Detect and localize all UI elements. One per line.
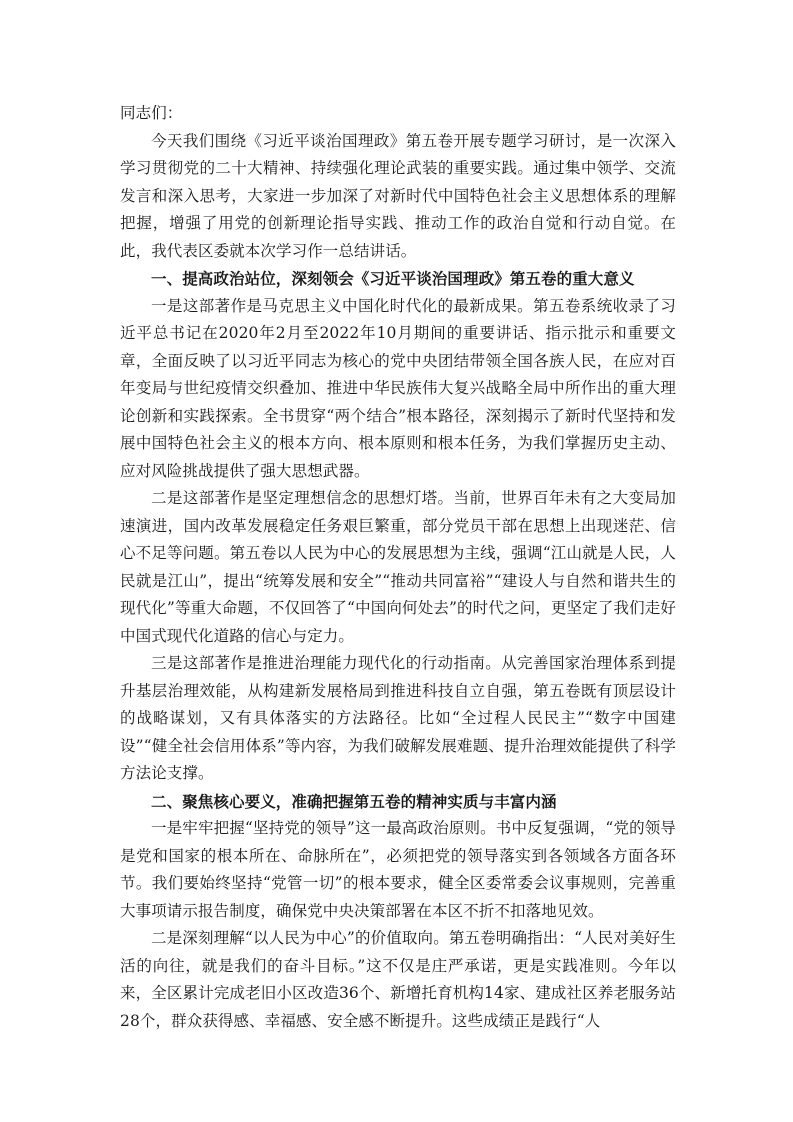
section1-paragraph-3: 三是这部著作是推进治理能力现代化的行动指南。从完善国家治理体系到提升基层治理效能，从构建新发展格局到推进科技自立自强，第五卷既有顶层设计的战略谋划，又有具体落实的方法路径。比如“全过程人民民主”“数字中国建设”“健全社会信用体系”等内容，为我们破解发展难题、提升治理效能提供了科学方法论支撑。 [120, 654, 676, 782]
document-body [120, 100, 676, 1035]
section1-paragraph-1: 一是这部著作是马克思主义中国化时代化的最新成果。第五卷系统收录了习近平总书记在2020年2月至2022年10月期间的重要讲话、指示批示和重要文章，全面反映了以习近平同志为核心的党中央团结带领全国各族人民，在应对百年变局与世纪疫情交织叠加、推进中华民族伟大复兴战略全局中所作出的重大理论创新和实践探索。全书贯穿“两个结合”根本路径，深刻揭示了新时代坚持和发展中国特色社会主义的根本方向、根本原则和根本任务，为我们掌握历史主动、应对风险挑战提供了强大思想武器。 [120, 296, 676, 480]
intro-paragraph: 今天我们围绕《习近平谈治国理政》第五卷开展专题学习研讨，是一次深入学习贯彻党的二十大精神、持续强化理论武装的重要实践。通过集中领学、交流发言和深入思考，大家进一步加深了对新时代中国特色社会主义思想体系的理解把握，增强了用党的创新理论指导实践、推动工作的政治自觉和行动自觉。在此，我代表区委就本次学习作一总结讲话。 [120, 131, 676, 260]
section2-paragraph-1: 一是牢牢把握“坚持党的领导”这一最高政治原则。书中反复强调，“党的领导是党和国家的根本所在、命脉所在”，必须把党的领导落实到各领域各方面各环节。我们要始终坚持“党管一切”的根本要求，健全区委常委会议事规则，完善重大事项请示报告制度，确保党中央决策部署在本区不折不扣落地见效。 [120, 819, 676, 920]
section1-paragraph-2: 二是这部著作是坚定理想信念的思想灯塔。当前，世界百年未有之大变局加速演进，国内改革发展稳定任务艰巨繁重，部分党员干部在思想上出现迷茫、信心不足等问题。第五卷以人民为中心的发展思想为主线，强调“江山就是人民，人民就是江山”，提出“统筹发展和安全”“推动共同富裕”“建设人与自然和谐共生的现代化”等重大命题，不仅回答了“中国向何处去”的时代之问，更坚定了我们走好中国式现代化道路的信心与定力。 [120, 489, 676, 645]
section2-paragraph-2: 二是深刻理解“以人民为中心”的价值取向。第五卷明确指出：“人民对美好生活的向往，就是我们的奋斗目标。”这不仅是庄严承诺，更是实践准则。今年以来，全区累计完成老旧小区改造36个、新增托育机构14家、建成社区养老服务站28个，群众获得感、幸福感、安全感不断提升。这些成绩正是践行“人 [120, 929, 676, 1030]
section-heading-2: 二、聚焦核心要义，准确把握第五卷的精神实质与丰富内涵 [151, 791, 557, 811]
section-heading-1: 一、提高政治站位，深刻领会《习近平谈治国理政》第五卷的重大意义 [151, 269, 635, 288]
salutation: 同志们： [120, 104, 183, 122]
